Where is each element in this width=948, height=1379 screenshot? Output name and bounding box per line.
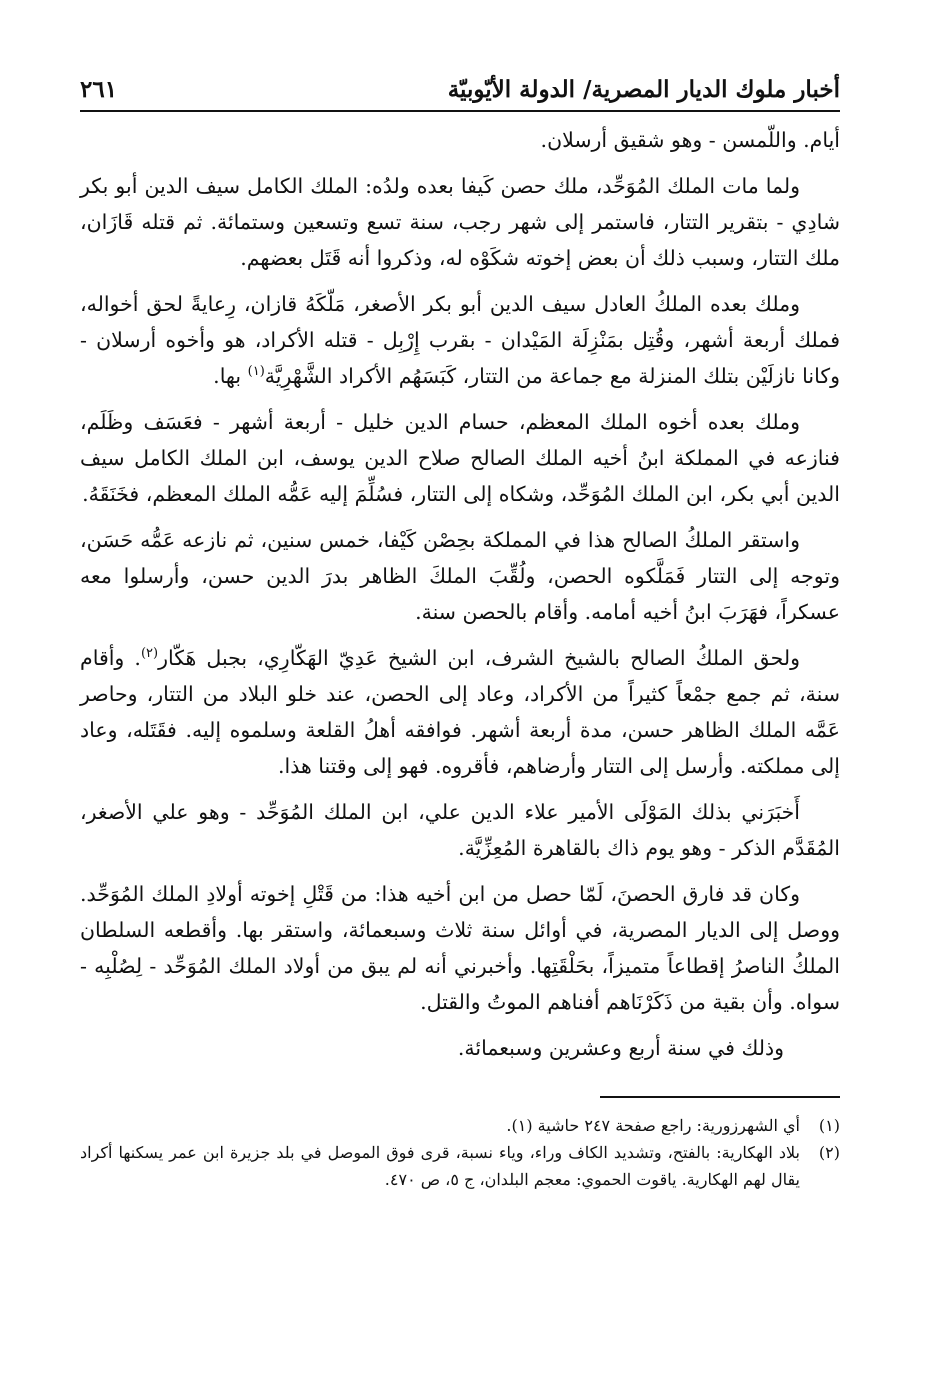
book-page [80,60,840,1193]
footnote-text: أي الشهرزورية: راجع صفحة ٢٤٧ حاشية (١). [506,1115,800,1135]
paragraph: ولحق الملكُ الصالح بالشيخ الشرف، ابن الشيخ عَدِيّ الهَكّارِي، بجبل هَكّار$^{(٢)}$. وأقام سنة، ثم جمع جمْعاً كثيراً من الأكراد، وعاد إلى الحصن، عند خلو البلاد من التتار، وحاصر عَمَّه الملك الظاهر حسن، مدة أربعة أشهر. فوافقه أهلُ القلعة وسلموه إليه. فقَتَله، وعاد إلى مملكته. وأرسل إلى التتار وأرضاهم، فأقروه. فهو إلى وقتنا هذا. [80,646,840,778]
paragraph-text: ولحق الملكُ الصالح بالشيخ الشرف، ابن الشيخ عَدِيّ الهَكّارِي، بجبل هَكّار [158,646,800,670]
paragraph-tail: وأقام سنة، ثم جمع جمْعاً كثيراً من الأكراد، وعاد إلى الحصن، عند خلو البلاد من التتار، وحاصر عَمَّه الملك الظاهر حسن، مدة أربعة أشهر. فوافقه أهلُ القلعة وسلموه إليه. فقَتَله، وعاد إلى مملكته. وأرسل إلى التتار وأرضاهم، فأقروه. فهو إلى وقتنا هذا. [80,646,840,778]
paragraph-text: أَخبَرَني بذلك المَوْلَى الأمير علاء الدين علي، ابن الملك المُوَحِّد - وهو علي الأصغر، المُقَدَّم الذكر - وهو يوم ذاك بالقاهرة المُعِزِّيَّة. [80,800,840,860]
paragraph [80,122,840,158]
footnote [80,1112,840,1139]
footnotes [80,1096,840,1193]
paragraph-text: وملك بعده أخوه الملك المعظم، حسام الدين خليل - أربعة أشهر - فعَسَف وظَلَم، فنازعه في المملكة ابنُ أخيه الملك الصالح صلاح الدين يوسف، ابن الملك الكامل سيف الدين أبي بكر، ابن الملك المُوَحِّد، وشكاه إلى التتار، فسُلِّمَ إليه عَمُّه الملك المعظم، فخَنَقَهُ. [80,410,840,506]
paragraph-text: وذلك في سنة أربع وعشرين وسبعمائة. [457,1036,784,1060]
paragraph-text: ولما مات الملك المُوَحِّد، ملك حصن كَيفا بعده ولدُه: الملك الكامل سيف الدين أبو بكر شادِي - بتقرير التتار، فاستمر إلى شهر رجب، سنة تسع وتسعين وستمائة. ثم قتله قَازَان، ملك التتار، وسبب ذلك أن بعض إخوته شكَوْه له، وذكروا أنه قَتَل بعضهم. [80,174,840,270]
paragraph-text: واستقر الملكُ الصالح هذا في المملكة بحِصْن كَيْفا، خمس سنين، ثم نازعه عَمُّه حَسَن، وتوجه إلى التتار فَمَلَّكوه الحصن، ولُقِّبَ الملكَ الظاهر بدرَ الدين حسن، وأرسلوا معه عسكراً، فهَرَبَ ابنُ أخيه أمامه. وأقام بالحصن سنة. [80,528,840,624]
footnote-ref-2: (٢) [140,646,159,662]
running-title: أخبار ملوك الديار المصرية/ الدولة الأيّوبيّة [447,76,840,104]
paragraph-text: وكان قد فارق الحصنَ، لَمّا حصل من ابن أخيه هذا: من قَتْلِ إخوته أولادِ الملك المُوَحِّد. ووصل إلى الديار المصرية، في أوائل سنة ثلاث وسبعمائة، واستقر بها. وأقطعه السلطان الملكُ الناصرُ إقطاعاً متميزاً، بحَلْقَتِها. وأخبرني أنه لم يبق من أولاد الملك المُوَحِّد - لِصُلْبِه - سواه. وأن بقية من ذَكَرْنَاهم أفناهم الموتُ والقتل. [80,882,840,1014]
paragraph-text: وملك بعده الملكُ العادل سيف الدين أبو بكر الأصغر، مَلّكَهُ قازان، رِعايةً لحق أخواله، فملك أربعة أشهر، وقُتِل بمَنْزِلَة المَيْدان - بقرب إِرْبِل - قتله الأكراد، هو وأخوه أرسلان - وكانا نازلَيْن بتلك المنزلة مع جماعة من التتار، كَبَسَهُم الأكراد الشَّهْرِيَّة [80,292,840,388]
footnote-text: بلاد الهكارية: بالفتح، وتشديد الكاف وراء، وياء نسبة، قرى فوق الموصل في بلد جزيرة ابن عمر يسكنها أكراد يقال لهم الهكارية. ياقوت الحموي: معجم البلدان، ج ٥، ص ٤٧٠. [80,1142,800,1189]
main-text [80,122,840,1066]
footnote [80,1139,840,1193]
page-header [80,60,840,104]
paragraph-text: أيام. واللّمسن - وهو شقيق أرسلان. [540,128,840,152]
paragraph [80,522,840,630]
paragraph [80,286,840,394]
paragraph [80,404,840,512]
paragraph [80,876,840,1020]
paragraph [80,168,840,276]
footnote-rule [600,1096,840,1098]
paragraph [80,1030,840,1066]
footnote-number: (٢) [818,1142,840,1162]
paragraph-tail: بها. [213,364,242,388]
paragraph [80,794,840,866]
header-rule [80,110,840,112]
footnote-ref-1: (١) [247,364,265,380]
page-number: ٢٦١ [80,76,118,104]
footnote-number: (١) [818,1115,840,1135]
